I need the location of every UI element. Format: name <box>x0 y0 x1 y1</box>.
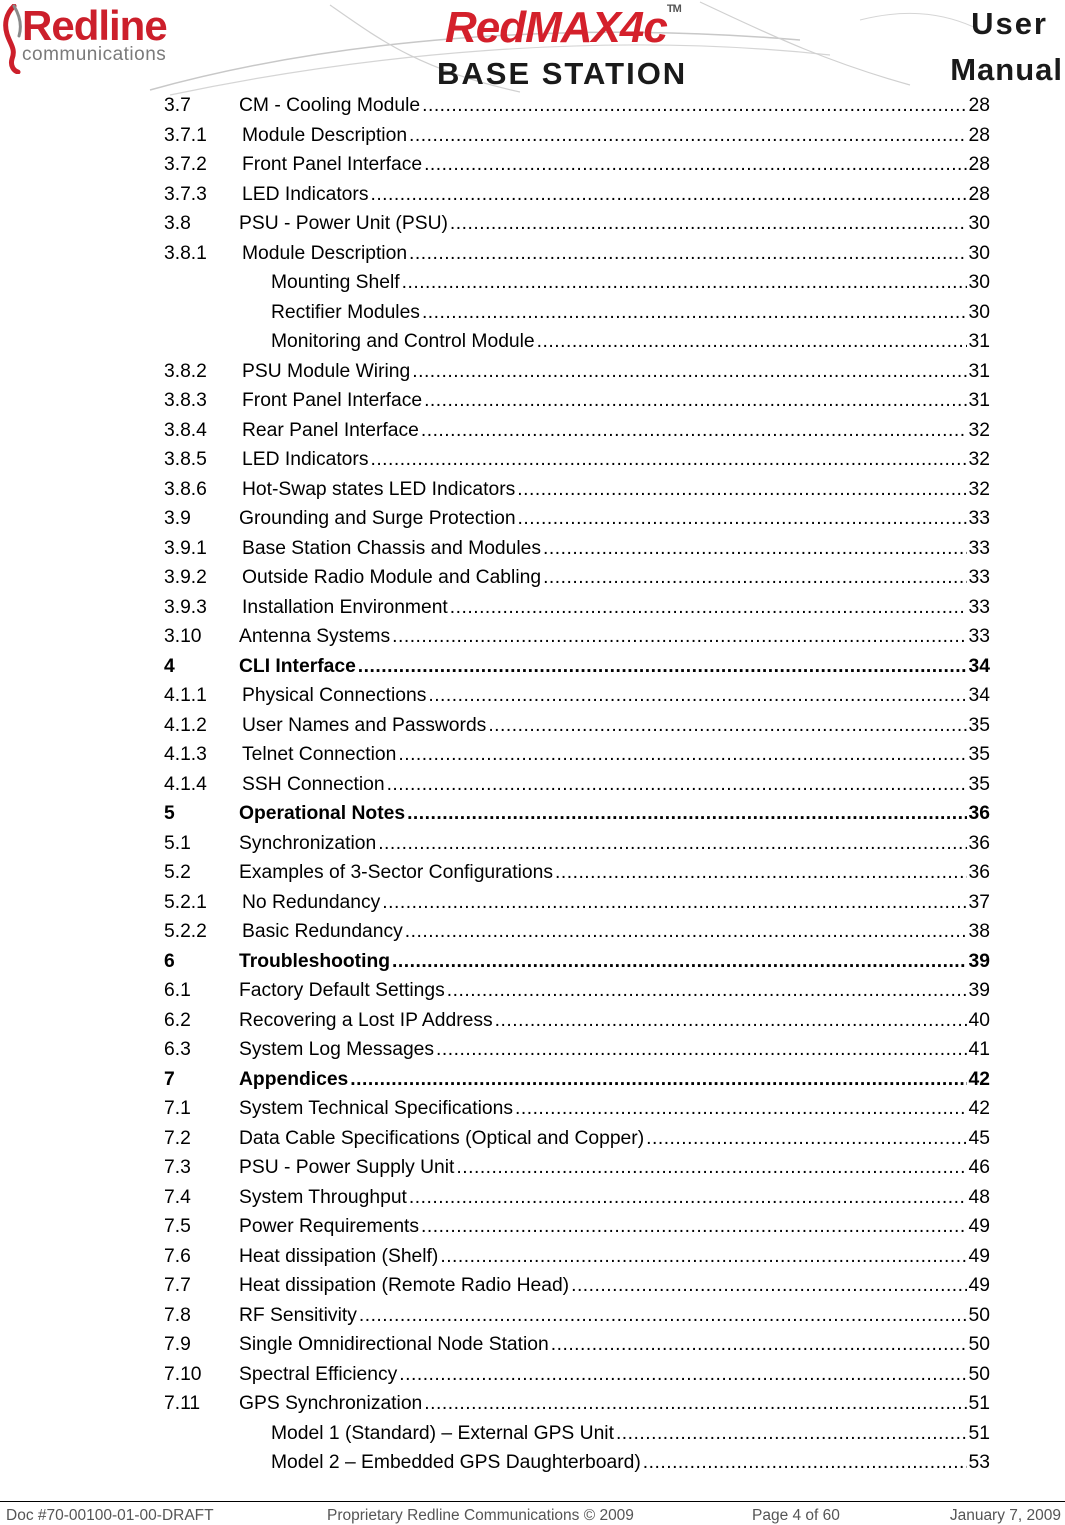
toc-entry-title: Appendices <box>239 1068 349 1090</box>
toc-entry[interactable] <box>164 1069 990 1099</box>
toc-entry[interactable] <box>164 420 990 450</box>
toc-entry-page-number: 28 <box>968 183 990 205</box>
toc-entry[interactable] <box>164 862 990 892</box>
toc-entry-number: 6 <box>164 950 175 972</box>
toc-dot-leader <box>378 833 966 855</box>
document-type-line2: Manual <box>950 52 1063 87</box>
toc-entry[interactable] <box>164 479 990 509</box>
product-logo <box>445 3 681 53</box>
toc-entry[interactable] <box>164 361 990 391</box>
toc-entry-page-number: 36 <box>968 832 990 854</box>
toc-dot-leader <box>421 1216 967 1238</box>
toc-entry-title: Heat dissipation (Shelf) <box>239 1245 439 1267</box>
toc-entry-number: 7.8 <box>164 1304 191 1326</box>
toc-entry-number: 6.3 <box>164 1039 191 1060</box>
toc-dot-leader <box>456 1157 966 1179</box>
toc-entry[interactable] <box>164 125 990 155</box>
toc-entry-page-number: 49 <box>968 1245 990 1267</box>
toc-entry-number: 5.2.2 <box>164 921 207 942</box>
toc-entry-number: 3.9.2 <box>164 567 207 588</box>
toc-entry[interactable] <box>164 1098 990 1128</box>
toc-entry-page-number: 33 <box>968 567 990 588</box>
footer-page-info: Page 4 of 60 <box>752 1507 840 1524</box>
toc-entry[interactable] <box>164 272 990 302</box>
toc-entry[interactable] <box>164 331 990 361</box>
toc-entry[interactable] <box>164 597 990 627</box>
toc-dot-leader <box>424 390 966 412</box>
toc-entry-title: Front Panel Interface <box>242 154 423 175</box>
toc-entry-title: Module Description <box>242 124 408 146</box>
toc-entry-number: 7.3 <box>164 1157 191 1178</box>
table-of-contents <box>164 95 990 1482</box>
toc-entry-title: Outside Radio Module and Cabling <box>242 567 542 588</box>
toc-entry-page-number: 31 <box>968 331 990 352</box>
toc-dot-leader <box>440 1246 966 1268</box>
toc-entry-title: Basic Redundancy <box>242 921 403 942</box>
toc-entry[interactable] <box>164 656 990 686</box>
toc-dot-leader <box>424 154 966 176</box>
toc-entry[interactable] <box>164 538 990 568</box>
product-logo-suffix: 4c <box>619 3 667 52</box>
toc-entry-title: LED Indicators <box>242 449 369 470</box>
toc-entry-number: 3.9 <box>164 508 191 529</box>
toc-entry[interactable] <box>164 390 990 420</box>
trademark-symbol: TM <box>666 3 681 15</box>
toc-dot-leader <box>350 1069 966 1091</box>
toc-entry-number: 6.1 <box>164 980 191 1001</box>
toc-entry-number: 3.8.6 <box>164 478 207 500</box>
product-logo-red: Red <box>445 3 526 52</box>
toc-entry-page-number: 41 <box>968 1039 990 1060</box>
toc-entry-page-number: 30 <box>968 301 990 323</box>
toc-entry[interactable] <box>164 154 990 184</box>
toc-entry-title: System Throughput <box>239 1186 407 1208</box>
toc-entry-title: No Redundancy <box>242 891 381 913</box>
toc-dot-leader <box>537 331 967 353</box>
toc-entry-page-number: 42 <box>968 1068 990 1090</box>
toc-entry-title: SSH Connection <box>242 773 385 795</box>
toc-entry-page-number: 32 <box>968 419 990 441</box>
toc-dot-leader <box>543 567 966 589</box>
footer-copyright: Proprietary Redline Communications © 2009 <box>327 1507 634 1524</box>
toc-entry-page-number: 33 <box>968 626 990 647</box>
toc-dot-leader <box>515 1098 967 1120</box>
toc-entry-title: Model 2 – Embedded GPS Daughterboard) <box>271 1452 641 1473</box>
toc-entry-page-number: 49 <box>968 1275 990 1296</box>
toc-entry-number: 7.5 <box>164 1216 191 1237</box>
toc-entry-title: Heat dissipation (Remote Radio Head) <box>239 1275 570 1296</box>
toc-entry-number: 7.6 <box>164 1245 191 1267</box>
toc-dot-leader <box>447 980 967 1002</box>
toc-entry-number: 3.8.4 <box>164 419 207 441</box>
toc-entry-title: Troubleshooting <box>239 950 391 972</box>
toc-entry-number: 5 <box>164 803 175 824</box>
toc-entry[interactable] <box>164 715 990 745</box>
toc-entry[interactable] <box>164 1275 990 1305</box>
toc-entry-number: 7.10 <box>164 1363 202 1385</box>
toc-entry-title: Synchronization <box>239 832 377 854</box>
toc-dot-leader <box>450 597 967 619</box>
toc-entry-number: 7.7 <box>164 1275 191 1296</box>
toc-dot-leader <box>450 213 967 235</box>
toc-dot-leader <box>643 1452 967 1474</box>
toc-entry[interactable] <box>164 1305 990 1335</box>
toc-entry-page-number: 51 <box>968 1393 990 1414</box>
toc-entry-number: 4.1.2 <box>164 714 207 736</box>
toc-entry[interactable] <box>164 1010 990 1040</box>
toc-dot-leader <box>392 626 966 648</box>
toc-dot-leader <box>409 243 967 265</box>
toc-entry[interactable] <box>164 892 990 922</box>
toc-entry-title: System Technical Specifications <box>239 1098 513 1119</box>
toc-entry-page-number: 50 <box>968 1363 990 1385</box>
toc-entry-number: 5.2 <box>164 862 191 883</box>
toc-entry-number: 4.1.4 <box>164 773 207 795</box>
toc-entry[interactable] <box>164 833 990 863</box>
toc-entry-number: 7.1 <box>164 1098 191 1119</box>
product-logo-max: MAX <box>525 3 620 52</box>
toc-entry-title: Data Cable Specifications (Optical and Copper) <box>239 1127 645 1149</box>
toc-entry-page-number: 49 <box>968 1216 990 1237</box>
toc-entry[interactable] <box>164 1423 990 1453</box>
toc-entry[interactable] <box>164 184 990 214</box>
toc-dot-leader <box>543 538 967 560</box>
product-subtitle: BASE STATION <box>437 56 688 91</box>
footer-divider <box>0 1501 1065 1502</box>
toc-dot-leader <box>405 921 967 943</box>
toc-entry[interactable] <box>164 774 990 804</box>
toc-entry-page-number: 34 <box>968 685 990 706</box>
toc-entry[interactable] <box>164 1334 990 1364</box>
toc-dot-leader <box>422 302 967 324</box>
toc-entry-title: Telnet Connection <box>242 744 397 765</box>
toc-entry-title: Mounting Shelf <box>271 272 400 293</box>
toc-entry-number: 5.1 <box>164 832 191 854</box>
toc-entry-number: 3.8.2 <box>164 360 207 382</box>
toc-entry-page-number: 35 <box>968 773 990 795</box>
toc-dot-leader <box>402 272 967 294</box>
toc-dot-leader <box>517 479 966 501</box>
toc-entry[interactable] <box>164 626 990 656</box>
toc-entry-page-number: 42 <box>968 1098 990 1119</box>
page-header <box>0 0 1065 98</box>
toc-entry-page-number: 32 <box>968 449 990 470</box>
document-type-line1: User <box>971 6 1048 41</box>
toc-entry-page-number: 28 <box>968 95 990 116</box>
toc-entry[interactable] <box>164 685 990 715</box>
toc-entry[interactable] <box>164 744 990 774</box>
toc-entry-page-number: 34 <box>968 655 990 677</box>
toc-entry[interactable] <box>164 980 990 1010</box>
toc-entry-title: System Log Messages <box>239 1039 435 1060</box>
toc-dot-leader <box>488 715 966 737</box>
toc-entry[interactable] <box>164 1187 990 1217</box>
toc-dot-leader <box>358 656 967 678</box>
toc-dot-leader <box>571 1275 966 1297</box>
toc-entry-page-number: 39 <box>968 950 990 972</box>
toc-dot-leader <box>422 95 966 117</box>
toc-entry-number: 3.9.1 <box>164 537 207 559</box>
toc-entry-number: 3.8.3 <box>164 390 207 411</box>
toc-entry-page-number: 40 <box>968 1009 990 1031</box>
toc-entry-title: Monitoring and Control Module <box>271 331 535 352</box>
toc-entry[interactable] <box>164 1364 990 1394</box>
toc-entry-title: LED Indicators <box>242 183 369 205</box>
toc-entry-title: Model 1 (Standard) – External GPS Unit <box>271 1422 614 1444</box>
toc-dot-leader <box>370 184 966 206</box>
toc-entry-title: User Names and Passwords <box>242 714 487 736</box>
toc-entry[interactable] <box>164 803 990 833</box>
toc-entry[interactable] <box>164 243 990 273</box>
toc-entry-title: Installation Environment <box>242 596 448 618</box>
toc-entry-number: 7.11 <box>164 1393 201 1414</box>
toc-entry-page-number: 37 <box>968 891 990 913</box>
toc-entry-title: Power Requirements <box>239 1216 420 1237</box>
toc-dot-leader <box>370 449 966 471</box>
toc-entry-page-number: 28 <box>968 124 990 146</box>
toc-dot-leader <box>399 1364 966 1386</box>
toc-entry-number: 4.1.1 <box>164 685 207 706</box>
toc-entry-page-number: 45 <box>968 1127 990 1149</box>
toc-entry-page-number: 36 <box>968 803 990 824</box>
toc-entry-page-number: 36 <box>968 862 990 883</box>
toc-entry-page-number: 38 <box>968 921 990 942</box>
toc-dot-leader <box>412 361 966 383</box>
toc-entry-number: 5.2.1 <box>164 891 207 913</box>
toc-entry[interactable] <box>164 921 990 951</box>
toc-entry-page-number: 28 <box>968 154 990 175</box>
toc-entry-title: Antenna Systems <box>239 626 391 647</box>
toc-entry-page-number: 53 <box>968 1452 990 1473</box>
toc-entry-page-number: 30 <box>968 242 990 264</box>
toc-entry-title: Physical Connections <box>242 685 427 706</box>
toc-entry-number: 3.7.1 <box>164 124 207 146</box>
toc-entry[interactable] <box>164 213 990 243</box>
toc-dot-leader <box>551 1334 967 1356</box>
toc-entry[interactable] <box>164 1128 990 1158</box>
toc-entry-number: 6.2 <box>164 1009 191 1031</box>
toc-entry[interactable] <box>164 1216 990 1246</box>
toc-entry-page-number: 48 <box>968 1186 990 1208</box>
toc-entry-page-number: 39 <box>968 980 990 1001</box>
toc-entry-title: Rectifier Modules <box>271 301 420 323</box>
toc-entry[interactable] <box>164 449 990 479</box>
toc-entry-page-number: 30 <box>968 213 990 234</box>
toc-dot-leader <box>616 1423 967 1445</box>
toc-entry-page-number: 31 <box>968 360 990 382</box>
toc-entry-title: PSU - Power Unit (PSU) <box>239 213 448 234</box>
toc-entry-title: Module Description <box>242 242 408 264</box>
toc-entry-page-number: 33 <box>968 537 990 559</box>
toc-entry-page-number: 30 <box>968 272 990 293</box>
toc-entry-number: 3.8.5 <box>164 449 207 470</box>
toc-entry-title: Operational Notes <box>239 803 406 824</box>
toc-entry-number: 7.4 <box>164 1186 191 1208</box>
toc-entry[interactable] <box>164 1157 990 1187</box>
footer-doc-number: Doc #70-00100-01-00-DRAFT <box>6 1507 214 1524</box>
toc-entry-page-number: 33 <box>968 508 990 529</box>
toc-entry-number: 7.2 <box>164 1127 191 1149</box>
toc-dot-leader <box>424 1393 966 1415</box>
toc-dot-leader <box>421 420 967 442</box>
toc-entry-title: CLI Interface <box>239 655 356 677</box>
toc-dot-leader <box>646 1128 966 1150</box>
toc-entry-page-number: 50 <box>968 1334 990 1355</box>
toc-entry-page-number: 35 <box>968 744 990 765</box>
toc-entry-title: Rear Panel Interface <box>242 419 419 441</box>
toc-entry-title: Recovering a Lost IP Address <box>239 1009 493 1031</box>
toc-dot-leader <box>555 862 967 884</box>
toc-entry-title: GPS Synchronization <box>239 1393 423 1414</box>
toc-entry-number: 3.7 <box>164 95 191 116</box>
toc-entry-number: 3.7.2 <box>164 154 207 175</box>
toc-dot-leader <box>428 685 966 707</box>
toc-entry-number: 3.8.1 <box>164 242 207 264</box>
toc-dot-leader <box>398 744 966 766</box>
toc-entry-page-number: 51 <box>968 1422 990 1444</box>
footer-date: January 7, 2009 <box>949 1507 1061 1524</box>
toc-entry[interactable] <box>164 508 990 538</box>
toc-entry-title: CM - Cooling Module <box>239 95 421 116</box>
toc-entry-number: 3.9.3 <box>164 596 207 618</box>
toc-entry-title: Spectral Efficiency <box>239 1363 398 1385</box>
toc-entry-number: 7 <box>164 1068 175 1090</box>
toc-entry-number: 3.10 <box>164 626 202 647</box>
toc-dot-leader <box>436 1039 967 1061</box>
toc-entry[interactable] <box>164 95 990 125</box>
toc-entry-number: 4 <box>164 655 175 677</box>
toc-entry-page-number: 46 <box>968 1157 990 1178</box>
toc-dot-leader <box>407 803 966 825</box>
toc-entry[interactable] <box>164 302 990 332</box>
toc-dot-leader <box>382 892 966 914</box>
toc-dot-leader <box>409 1187 967 1209</box>
toc-entry[interactable] <box>164 951 990 981</box>
toc-entry-title: RF Sensitivity <box>239 1304 357 1326</box>
toc-entry-title: Front Panel Interface <box>242 390 423 411</box>
toc-dot-leader <box>518 508 967 530</box>
company-logo-name: Redline <box>22 2 167 49</box>
toc-dot-leader <box>359 1305 967 1327</box>
toc-dot-leader <box>387 774 967 796</box>
toc-entry-number: 4.1.3 <box>164 744 207 765</box>
toc-entry-title: PSU - Power Supply Unit <box>239 1157 455 1178</box>
toc-entry-page-number: 31 <box>968 390 990 411</box>
toc-entry[interactable] <box>164 1393 990 1423</box>
toc-entry[interactable] <box>164 1246 990 1276</box>
toc-entry-page-number: 33 <box>968 596 990 618</box>
toc-entry-title: Grounding and Surge Protection <box>239 508 516 529</box>
toc-entry[interactable] <box>164 1452 990 1482</box>
toc-entry-title: Hot-Swap states LED Indicators <box>242 478 516 500</box>
toc-entry-title: Examples of 3-Sector Configurations <box>239 862 554 883</box>
toc-entry[interactable] <box>164 1039 990 1069</box>
toc-entry[interactable] <box>164 567 990 597</box>
toc-entry-page-number: 35 <box>968 714 990 736</box>
toc-entry-number: 3.7.3 <box>164 183 207 205</box>
toc-entry-title: PSU Module Wiring <box>242 360 411 382</box>
toc-entry-number: 7.9 <box>164 1334 191 1355</box>
toc-dot-leader <box>409 125 967 147</box>
toc-dot-leader <box>392 951 967 973</box>
toc-entry-number: 3.8 <box>164 213 191 234</box>
toc-entry-page-number: 32 <box>968 478 990 500</box>
toc-entry-title: Base Station Chassis and Modules <box>242 537 542 559</box>
company-logo-subtitle: communications <box>22 44 167 65</box>
toc-entry-page-number: 50 <box>968 1304 990 1326</box>
toc-dot-leader <box>495 1010 967 1032</box>
toc-entry-title: Factory Default Settings <box>239 980 445 1001</box>
toc-entry-title: Single Omnidirectional Node Station <box>239 1334 549 1355</box>
